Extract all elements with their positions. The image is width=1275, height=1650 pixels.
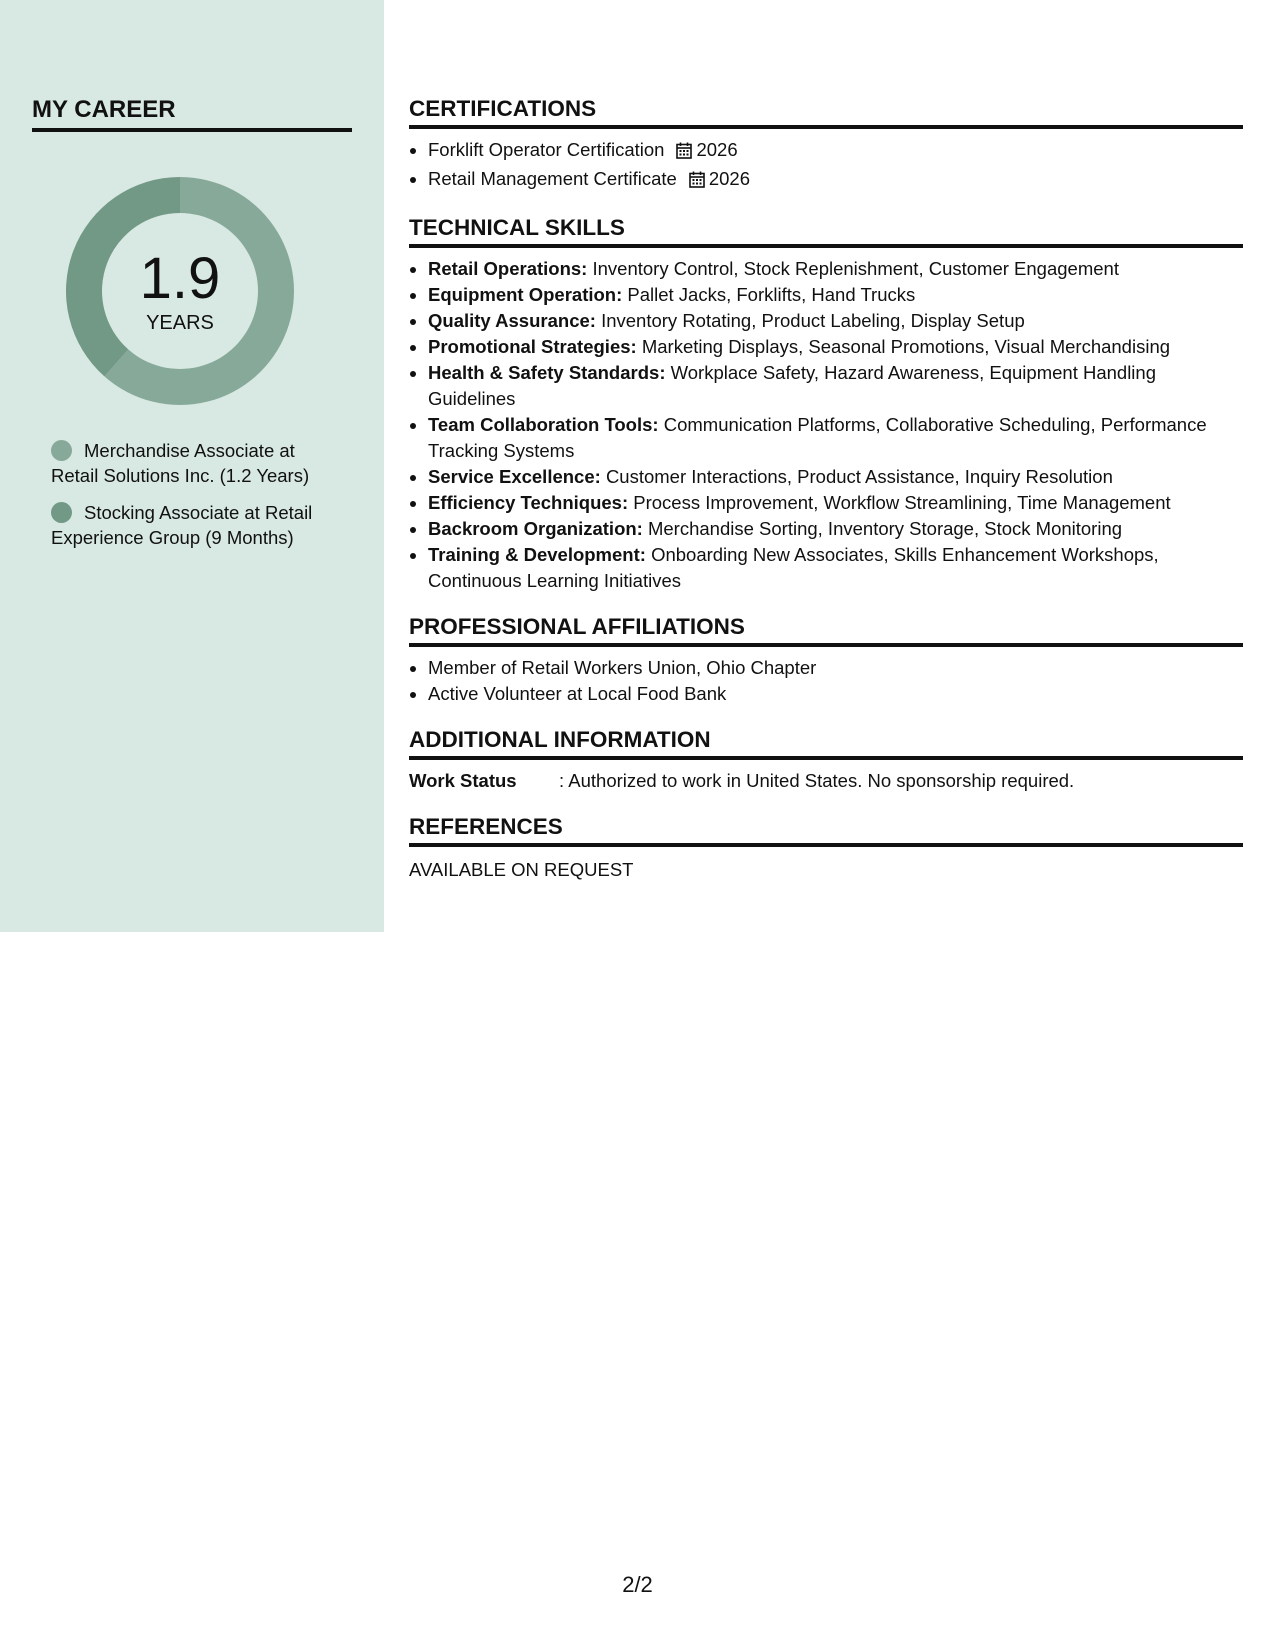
skill-item (428, 308, 1243, 334)
career-heading: MY CAREER (32, 96, 352, 132)
technical-skills-title: TECHNICAL SKILLS (409, 215, 1243, 248)
technical-skills-list (409, 256, 1243, 594)
affiliations-title: PROFESSIONAL AFFILIATIONS (409, 614, 1243, 647)
technical-skills-section (409, 215, 1243, 594)
skill-label: Quality Assurance: (428, 310, 596, 331)
references-text: AVAILABLE ON REQUEST (409, 859, 634, 880)
affiliations-section (409, 614, 1243, 707)
skill-label: Team Collaboration Tools: (428, 414, 659, 435)
certifications-list (409, 137, 1243, 195)
work-status-row (409, 768, 1243, 794)
additional-info-title: ADDITIONAL INFORMATION (409, 727, 1243, 760)
certification-item (428, 166, 1243, 195)
skill-item (428, 256, 1243, 282)
skill-text: Inventory Rotating, Product Labeling, Display Setup (601, 310, 1025, 331)
skill-text: Inventory Control, Stock Replenishment, Customer Engagement (592, 258, 1119, 279)
skill-text: Communication Platforms, Collaborative Scheduling, Performance Tracking Systems (428, 414, 1207, 461)
references-title: REFERENCES (409, 814, 1243, 847)
skill-text: Marketing Displays, Seasonal Promotions, Visual Merchandising (641, 336, 1171, 357)
skill-text: Onboarding New Associates, Skills Enhancement Workshops, Continuous Learning Initiatives (428, 544, 1159, 591)
skill-text: Workplace Safety, Hazard Awareness, Equipment Handling Guidelines (428, 362, 1156, 409)
main-content (409, 96, 1243, 903)
career-donut-chart (66, 177, 294, 405)
legend-dot-icon (51, 502, 72, 523)
skill-text: Pallet Jacks, Forklifts, Hand Trucks (627, 284, 916, 305)
donut-center (66, 177, 294, 405)
legend-item (51, 438, 341, 488)
legend-label: Merchandise Associate at Retail Solutions Inc. (1.2 Years) (51, 440, 310, 486)
skill-item (428, 490, 1243, 516)
affiliation-item: • Active Volunteer at Local Food Bank (428, 681, 1243, 707)
work-status-value: : Authorized to work in United States. No sponsorship required. (559, 770, 1075, 791)
certifications-title: CERTIFICATIONS (409, 96, 1243, 129)
work-status-label: Work Status (409, 770, 517, 791)
skill-label: Retail Operations: (428, 258, 588, 279)
skill-text: Process Improvement, Workflow Streamlining, Time Management (633, 492, 1171, 513)
skill-label: Training & Development: (428, 544, 646, 565)
skill-label: Promotional Strategies: (428, 336, 637, 357)
page-number: 2/2 (622, 1572, 653, 1597)
certification-name: Forklift Operator Certification (428, 139, 665, 160)
affiliations-list (409, 655, 1243, 707)
skill-item (428, 542, 1243, 594)
skill-item (428, 516, 1243, 542)
skill-item (428, 412, 1243, 464)
skill-label: Service Excellence: (428, 466, 601, 487)
affiliation-item: • Member of Retail Workers Union, Ohio Chapter (428, 655, 1243, 681)
certification-name: Retail Management Certificate (428, 168, 677, 189)
certification-item (428, 137, 1243, 166)
legend-dot-icon (51, 440, 72, 461)
skill-item (428, 334, 1243, 360)
additional-info-section (409, 727, 1243, 794)
skill-label: Equipment Operation: (428, 284, 623, 305)
calendar-icon (689, 169, 705, 195)
skill-label: Health & Safety Standards: (428, 362, 666, 383)
legend-label: Stocking Associate at Retail Experience Group (9 Months) (51, 502, 313, 548)
total-years-unit: YEARS (146, 312, 214, 334)
skill-text: Merchandise Sorting, Inventory Storage, Stock Monitoring (647, 518, 1123, 539)
legend-item (51, 500, 341, 550)
sidebar (0, 0, 384, 932)
skill-item (428, 464, 1243, 490)
skill-item (428, 282, 1243, 308)
skill-label: Backroom Organization: (428, 518, 643, 539)
certification-year: 2026 (696, 139, 738, 160)
references-section (409, 814, 1243, 883)
skill-text: Customer Interactions, Product Assistance, Inquiry Resolution (605, 466, 1113, 487)
total-years-value: 1.9 (139, 246, 221, 311)
skill-item (428, 360, 1243, 412)
skill-label: Efficiency Techniques: (428, 492, 629, 513)
calendar-icon (676, 140, 692, 166)
certifications-section (409, 96, 1243, 195)
certification-year: 2026 (708, 168, 750, 189)
career-legend (51, 438, 341, 562)
